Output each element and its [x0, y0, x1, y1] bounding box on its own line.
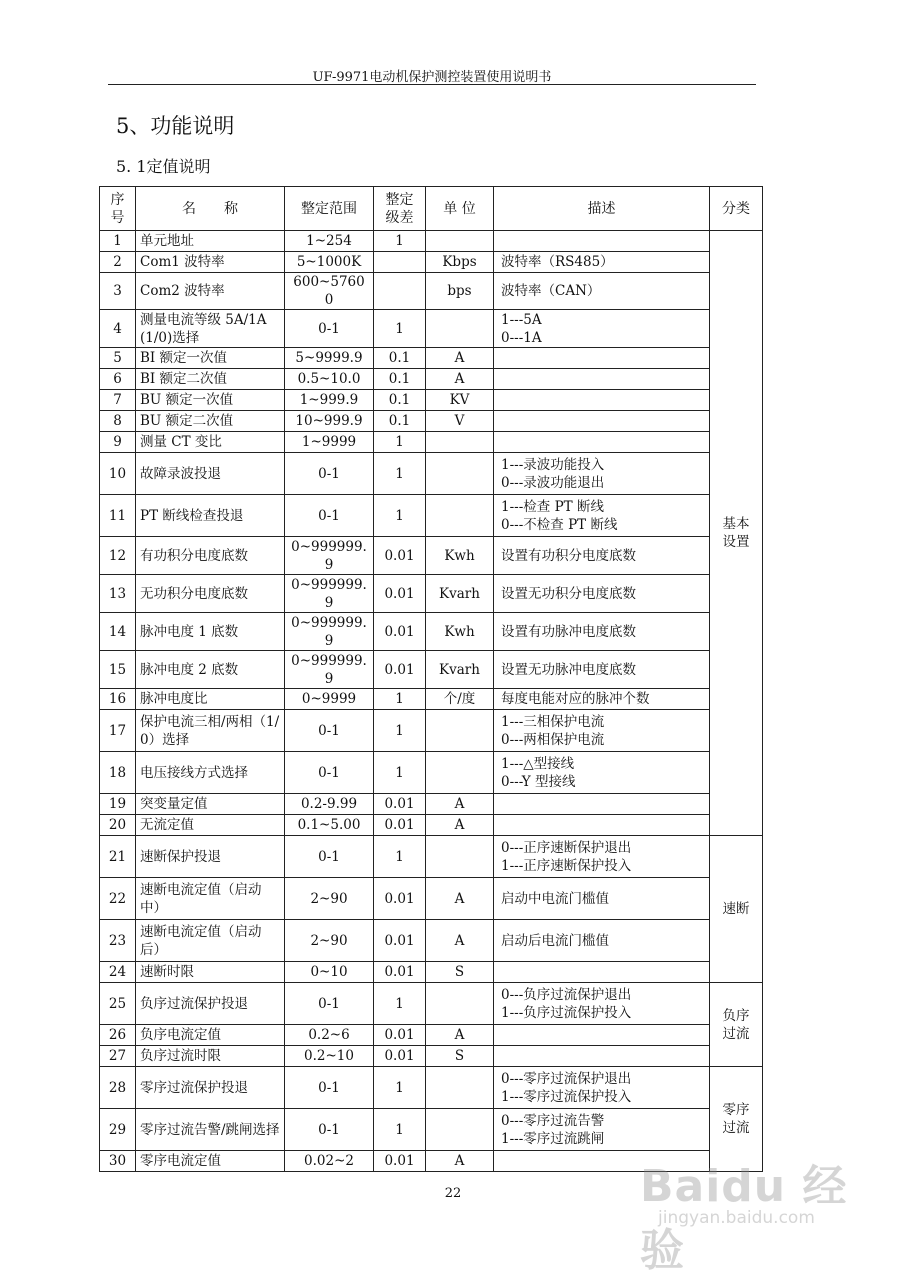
desc-line: 1---零序过流跳闸	[501, 1130, 605, 1147]
cell-step: 0.1	[374, 348, 426, 369]
cell-unit	[426, 231, 494, 252]
table-row	[100, 794, 763, 815]
desc-line: 每度电能对应的脉冲个数	[501, 691, 650, 707]
cell-range: 0.2~6	[285, 1025, 374, 1046]
cell-name: 速断电流定值（启动后）	[136, 920, 285, 962]
desc-line: 0---两相保护电流	[501, 731, 605, 748]
settings-table	[99, 186, 763, 1172]
cell-step: 0.01	[374, 537, 426, 575]
cell-desc	[494, 1109, 710, 1151]
cell-desc	[494, 432, 710, 453]
col-header-category: 分类	[710, 187, 763, 231]
cell-unit	[426, 432, 494, 453]
cell-unit: A	[426, 878, 494, 920]
cell-no: 18	[100, 752, 136, 794]
cell-range: 10~999.9	[285, 411, 374, 432]
cell-desc	[494, 411, 710, 432]
cell-step: 1	[374, 432, 426, 453]
cell-step: 0.01	[374, 1151, 426, 1172]
table-row	[100, 836, 763, 878]
desc-line: 1---△型接线	[501, 755, 575, 772]
cell-step	[374, 273, 426, 310]
cell-unit	[426, 1109, 494, 1151]
cell-range: 0.1~5.00	[285, 815, 374, 836]
cell-no: 22	[100, 878, 136, 920]
cell-no: 3	[100, 273, 136, 310]
cell-unit: S	[426, 962, 494, 983]
cell-unit: KV	[426, 390, 494, 411]
cell-no: 26	[100, 1025, 136, 1046]
cell-step: 1	[374, 1109, 426, 1151]
cell-step: 0.01	[374, 794, 426, 815]
cell-unit: 个/度	[426, 689, 494, 710]
cell-name: BU 额定二次值	[136, 411, 285, 432]
watermark-url: jingyan.baidu.com	[658, 1208, 815, 1228]
cell-unit: bps	[426, 273, 494, 310]
cell-step: 1	[374, 710, 426, 752]
cell-unit	[426, 752, 494, 794]
table-row	[100, 310, 763, 348]
cell-range: 2~90	[285, 878, 374, 920]
cell-desc	[494, 453, 710, 495]
cell-desc	[494, 613, 710, 651]
cell-name: 零序电流定值	[136, 1151, 285, 1172]
cell-step: 0.01	[374, 878, 426, 920]
cell-step: 1	[374, 836, 426, 878]
cell-no: 25	[100, 983, 136, 1025]
table-row	[100, 920, 763, 962]
cell-desc	[494, 575, 710, 613]
cell-unit	[426, 1067, 494, 1109]
cell-range: 0~10	[285, 962, 374, 983]
cell-step: 1	[374, 453, 426, 495]
cell-range: 0~999999.9	[285, 651, 374, 689]
cell-step: 0.01	[374, 962, 426, 983]
cell-desc	[494, 1067, 710, 1109]
col-header-range: 整定范围	[285, 187, 374, 231]
cell-desc	[494, 390, 710, 411]
cell-step: 0.01	[374, 920, 426, 962]
desc-line: 1---录波功能投入	[501, 456, 605, 473]
cell-no: 9	[100, 432, 136, 453]
cell-no: 12	[100, 537, 136, 575]
cell-range: 0~9999	[285, 689, 374, 710]
desc-line: 0---录波功能退出	[501, 474, 605, 491]
baidu-watermark	[640, 1150, 880, 1276]
cell-unit	[426, 453, 494, 495]
cell-range: 1~254	[285, 231, 374, 252]
cell-no: 30	[100, 1151, 136, 1172]
cell-desc	[494, 836, 710, 878]
desc-line: 启动后电流门槛值	[501, 932, 609, 949]
desc-line: 1---三相保护电流	[501, 713, 605, 730]
cell-name: 故障录波投退	[136, 453, 285, 495]
cell-step: 1	[374, 310, 426, 348]
cell-range: 0.2~10	[285, 1046, 374, 1067]
category-quick-break: 速断	[710, 836, 763, 983]
cell-no: 4	[100, 310, 136, 348]
cell-no: 21	[100, 836, 136, 878]
desc-line: 0---正序速断保护退出	[501, 839, 632, 856]
table-row	[100, 411, 763, 432]
document-header: UF-9971电动机保护测控装置使用说明书	[312, 70, 552, 85]
cell-range: 0~999999.9	[285, 575, 374, 613]
cell-desc	[494, 310, 710, 348]
cell-desc	[494, 537, 710, 575]
cell-step: 1	[374, 495, 426, 537]
cell-name: 零序过流告警/跳闸选择	[136, 1109, 285, 1151]
cell-range: 0-1	[285, 710, 374, 752]
desc-line: 波特率（CAN）	[501, 283, 601, 299]
cell-range: 0.2-9.99	[285, 794, 374, 815]
cell-desc	[494, 1046, 710, 1067]
table-row	[100, 710, 763, 752]
desc-line: 设置有功脉冲电度底数	[501, 623, 636, 640]
table-row	[100, 878, 763, 920]
cell-unit: Kvarh	[426, 651, 494, 689]
cell-desc	[494, 273, 710, 310]
cell-unit: S	[426, 1046, 494, 1067]
desc-line: 1---检查 PT 断线	[501, 498, 604, 515]
cell-range: 0-1	[285, 453, 374, 495]
desc-line: 1---正序速断保护投入	[501, 857, 632, 874]
cell-desc	[494, 815, 710, 836]
cell-name: 测量 CT 变比	[136, 432, 285, 453]
cell-step: 0.1	[374, 369, 426, 390]
cell-name: 有功积分电度底数	[136, 537, 285, 575]
cell-unit: Kwh	[426, 613, 494, 651]
table-row	[100, 983, 763, 1025]
cell-range: 5~1000K	[285, 252, 374, 273]
table-row	[100, 537, 763, 575]
cell-no: 2	[100, 252, 136, 273]
cell-unit: A	[426, 815, 494, 836]
section-subtitle: 5. 1定值说明	[116, 157, 211, 176]
cell-name: Com1 波特率	[136, 252, 285, 273]
cell-no: 7	[100, 390, 136, 411]
table-row	[100, 453, 763, 495]
cell-no: 8	[100, 411, 136, 432]
cell-desc	[494, 710, 710, 752]
cell-no: 27	[100, 1046, 136, 1067]
cell-desc	[494, 369, 710, 390]
cell-range: 0.02~2	[285, 1151, 374, 1172]
cell-name: PT 断线检查投退	[136, 495, 285, 537]
table-row	[100, 962, 763, 983]
table-header-row	[100, 187, 763, 231]
cell-name: 脉冲电度比	[136, 689, 285, 710]
watermark-logo: Baidu 经验	[640, 1161, 848, 1276]
cell-desc	[494, 689, 710, 710]
cell-desc	[494, 495, 710, 537]
cell-no: 28	[100, 1067, 136, 1109]
cell-range: 0-1	[285, 836, 374, 878]
table-row	[100, 689, 763, 710]
cell-unit	[426, 495, 494, 537]
cell-unit: V	[426, 411, 494, 432]
desc-line: 0---1A	[501, 329, 542, 346]
cell-step: 0.01	[374, 613, 426, 651]
desc-line: 设置无功脉冲电度底数	[501, 661, 636, 678]
cell-name: 脉冲电度 2 底数	[136, 651, 285, 689]
cell-range: 600~57600	[285, 273, 374, 310]
cell-range: 0-1	[285, 752, 374, 794]
table-row	[100, 1046, 763, 1067]
desc-line: 0---不检查 PT 断线	[501, 516, 618, 533]
cell-desc	[494, 348, 710, 369]
cell-step: 0.01	[374, 575, 426, 613]
cell-name: BI 额定二次值	[136, 369, 285, 390]
desc-line: 0---零序过流告警	[501, 1112, 605, 1129]
col-header-name: 名 称	[136, 187, 285, 231]
col-header-unit: 单 位	[426, 187, 494, 231]
table-row	[100, 575, 763, 613]
cell-name: 速断电流定值（启动中）	[136, 878, 285, 920]
desc-line: 设置有功积分电度底数	[501, 547, 636, 564]
cell-desc	[494, 920, 710, 962]
table-row	[100, 815, 763, 836]
desc-line: 1---5A	[501, 311, 542, 328]
category-zero-sequence: 零序 过流	[710, 1067, 763, 1172]
cell-range: 0-1	[285, 1109, 374, 1151]
cell-range: 0~999999.9	[285, 537, 374, 575]
desc-line: 0---Y 型接线	[501, 773, 576, 790]
cell-name: 负序电流定值	[136, 1025, 285, 1046]
cell-name: 负序过流时限	[136, 1046, 285, 1067]
cell-no: 14	[100, 613, 136, 651]
cell-desc	[494, 231, 710, 252]
col-header-desc: 描述	[494, 187, 710, 231]
cell-unit: A	[426, 369, 494, 390]
cell-unit: A	[426, 794, 494, 815]
cell-desc	[494, 983, 710, 1025]
cell-range: 5~9999.9	[285, 348, 374, 369]
cell-step: 0.01	[374, 815, 426, 836]
table-row	[100, 252, 763, 273]
cell-desc	[494, 1025, 710, 1046]
table-row	[100, 273, 763, 310]
cell-desc	[494, 252, 710, 273]
cell-name: 单元地址	[136, 231, 285, 252]
cell-no: 23	[100, 920, 136, 962]
col-header-no: 序 号	[100, 187, 136, 231]
table-row	[100, 1025, 763, 1046]
cell-name: 负序过流保护投退	[136, 983, 285, 1025]
desc-line: 启动中电流门槛值	[501, 890, 609, 907]
cell-unit	[426, 310, 494, 348]
cell-name: 脉冲电度 1 底数	[136, 613, 285, 651]
cell-unit: A	[426, 348, 494, 369]
cell-range: 1~999.9	[285, 390, 374, 411]
table-row	[100, 432, 763, 453]
table-row	[100, 1067, 763, 1109]
cell-unit: Kbps	[426, 252, 494, 273]
table-row	[100, 231, 763, 252]
cell-name: 速断时限	[136, 962, 285, 983]
desc-line: 0---零序过流保护退出	[501, 1070, 632, 1087]
cell-no: 20	[100, 815, 136, 836]
cell-unit	[426, 710, 494, 752]
cell-desc	[494, 752, 710, 794]
cell-step: 0.1	[374, 390, 426, 411]
page-number: 22	[444, 1186, 462, 1201]
desc-line: 设置无功积分电度底数	[501, 585, 636, 602]
cell-no: 17	[100, 710, 136, 752]
cell-range: 0-1	[285, 1067, 374, 1109]
cell-no: 19	[100, 794, 136, 815]
cell-unit: A	[426, 1025, 494, 1046]
desc-line: 1---负序过流保护投入	[501, 1004, 632, 1021]
cell-unit: A	[426, 1151, 494, 1172]
cell-range: 0.5~10.0	[285, 369, 374, 390]
cell-unit: Kvarh	[426, 575, 494, 613]
cell-no: 16	[100, 689, 136, 710]
cell-range: 0-1	[285, 495, 374, 537]
desc-line: 波特率（RS485）	[501, 254, 614, 270]
cell-name: 零序过流保护投退	[136, 1067, 285, 1109]
cell-step: 1	[374, 689, 426, 710]
cell-no: 11	[100, 495, 136, 537]
cell-no: 29	[100, 1109, 136, 1151]
cell-no: 24	[100, 962, 136, 983]
header-rule	[108, 84, 756, 85]
cell-step: 1	[374, 231, 426, 252]
category-basic-settings: 基本 设置	[710, 231, 763, 836]
cell-no: 13	[100, 575, 136, 613]
cell-step: 0.01	[374, 1046, 426, 1067]
table-row	[100, 752, 763, 794]
cell-desc	[494, 651, 710, 689]
cell-name: Com2 波特率	[136, 273, 285, 310]
cell-step: 0.1	[374, 411, 426, 432]
category-negative-sequence: 负序 过流	[710, 983, 763, 1067]
cell-step: 1	[374, 983, 426, 1025]
table-row	[100, 651, 763, 689]
cell-name: 保护电流三相/两相（1/0）选择	[136, 710, 285, 752]
cell-no: 1	[100, 231, 136, 252]
cell-step: 0.01	[374, 1025, 426, 1046]
table-row	[100, 369, 763, 390]
cell-step: 1	[374, 752, 426, 794]
cell-desc	[494, 962, 710, 983]
col-header-step: 整定 级差	[374, 187, 426, 231]
cell-step	[374, 252, 426, 273]
cell-no: 6	[100, 369, 136, 390]
section-title: 5、功能说明	[116, 114, 235, 138]
table-row	[100, 390, 763, 411]
table-row	[100, 495, 763, 537]
cell-name: 电压接线方式选择	[136, 752, 285, 794]
cell-no: 10	[100, 453, 136, 495]
cell-name: 测量电流等级 5A/1A(1/0)选择	[136, 310, 285, 348]
cell-unit	[426, 983, 494, 1025]
table-row	[100, 1109, 763, 1151]
cell-desc	[494, 878, 710, 920]
cell-name: BI 额定一次值	[136, 348, 285, 369]
cell-step: 1	[374, 1067, 426, 1109]
cell-desc	[494, 794, 710, 815]
cell-name: 速断保护投退	[136, 836, 285, 878]
cell-range: 0~999999.9	[285, 613, 374, 651]
cell-name: 无功积分电度底数	[136, 575, 285, 613]
cell-range: 2~90	[285, 920, 374, 962]
cell-unit	[426, 836, 494, 878]
cell-range: 1~9999	[285, 432, 374, 453]
cell-name: 突变量定值	[136, 794, 285, 815]
desc-line: 0---负序过流保护退出	[501, 986, 632, 1003]
table-row	[100, 613, 763, 651]
cell-unit: A	[426, 920, 494, 962]
cell-name: BU 额定一次值	[136, 390, 285, 411]
cell-no: 15	[100, 651, 136, 689]
cell-no: 5	[100, 348, 136, 369]
cell-range: 0-1	[285, 983, 374, 1025]
cell-range: 0-1	[285, 310, 374, 348]
table-row	[100, 348, 763, 369]
cell-step: 0.01	[374, 651, 426, 689]
cell-name: 无流定值	[136, 815, 285, 836]
cell-unit: Kwh	[426, 537, 494, 575]
desc-line: 1---零序过流保护投入	[501, 1088, 632, 1105]
